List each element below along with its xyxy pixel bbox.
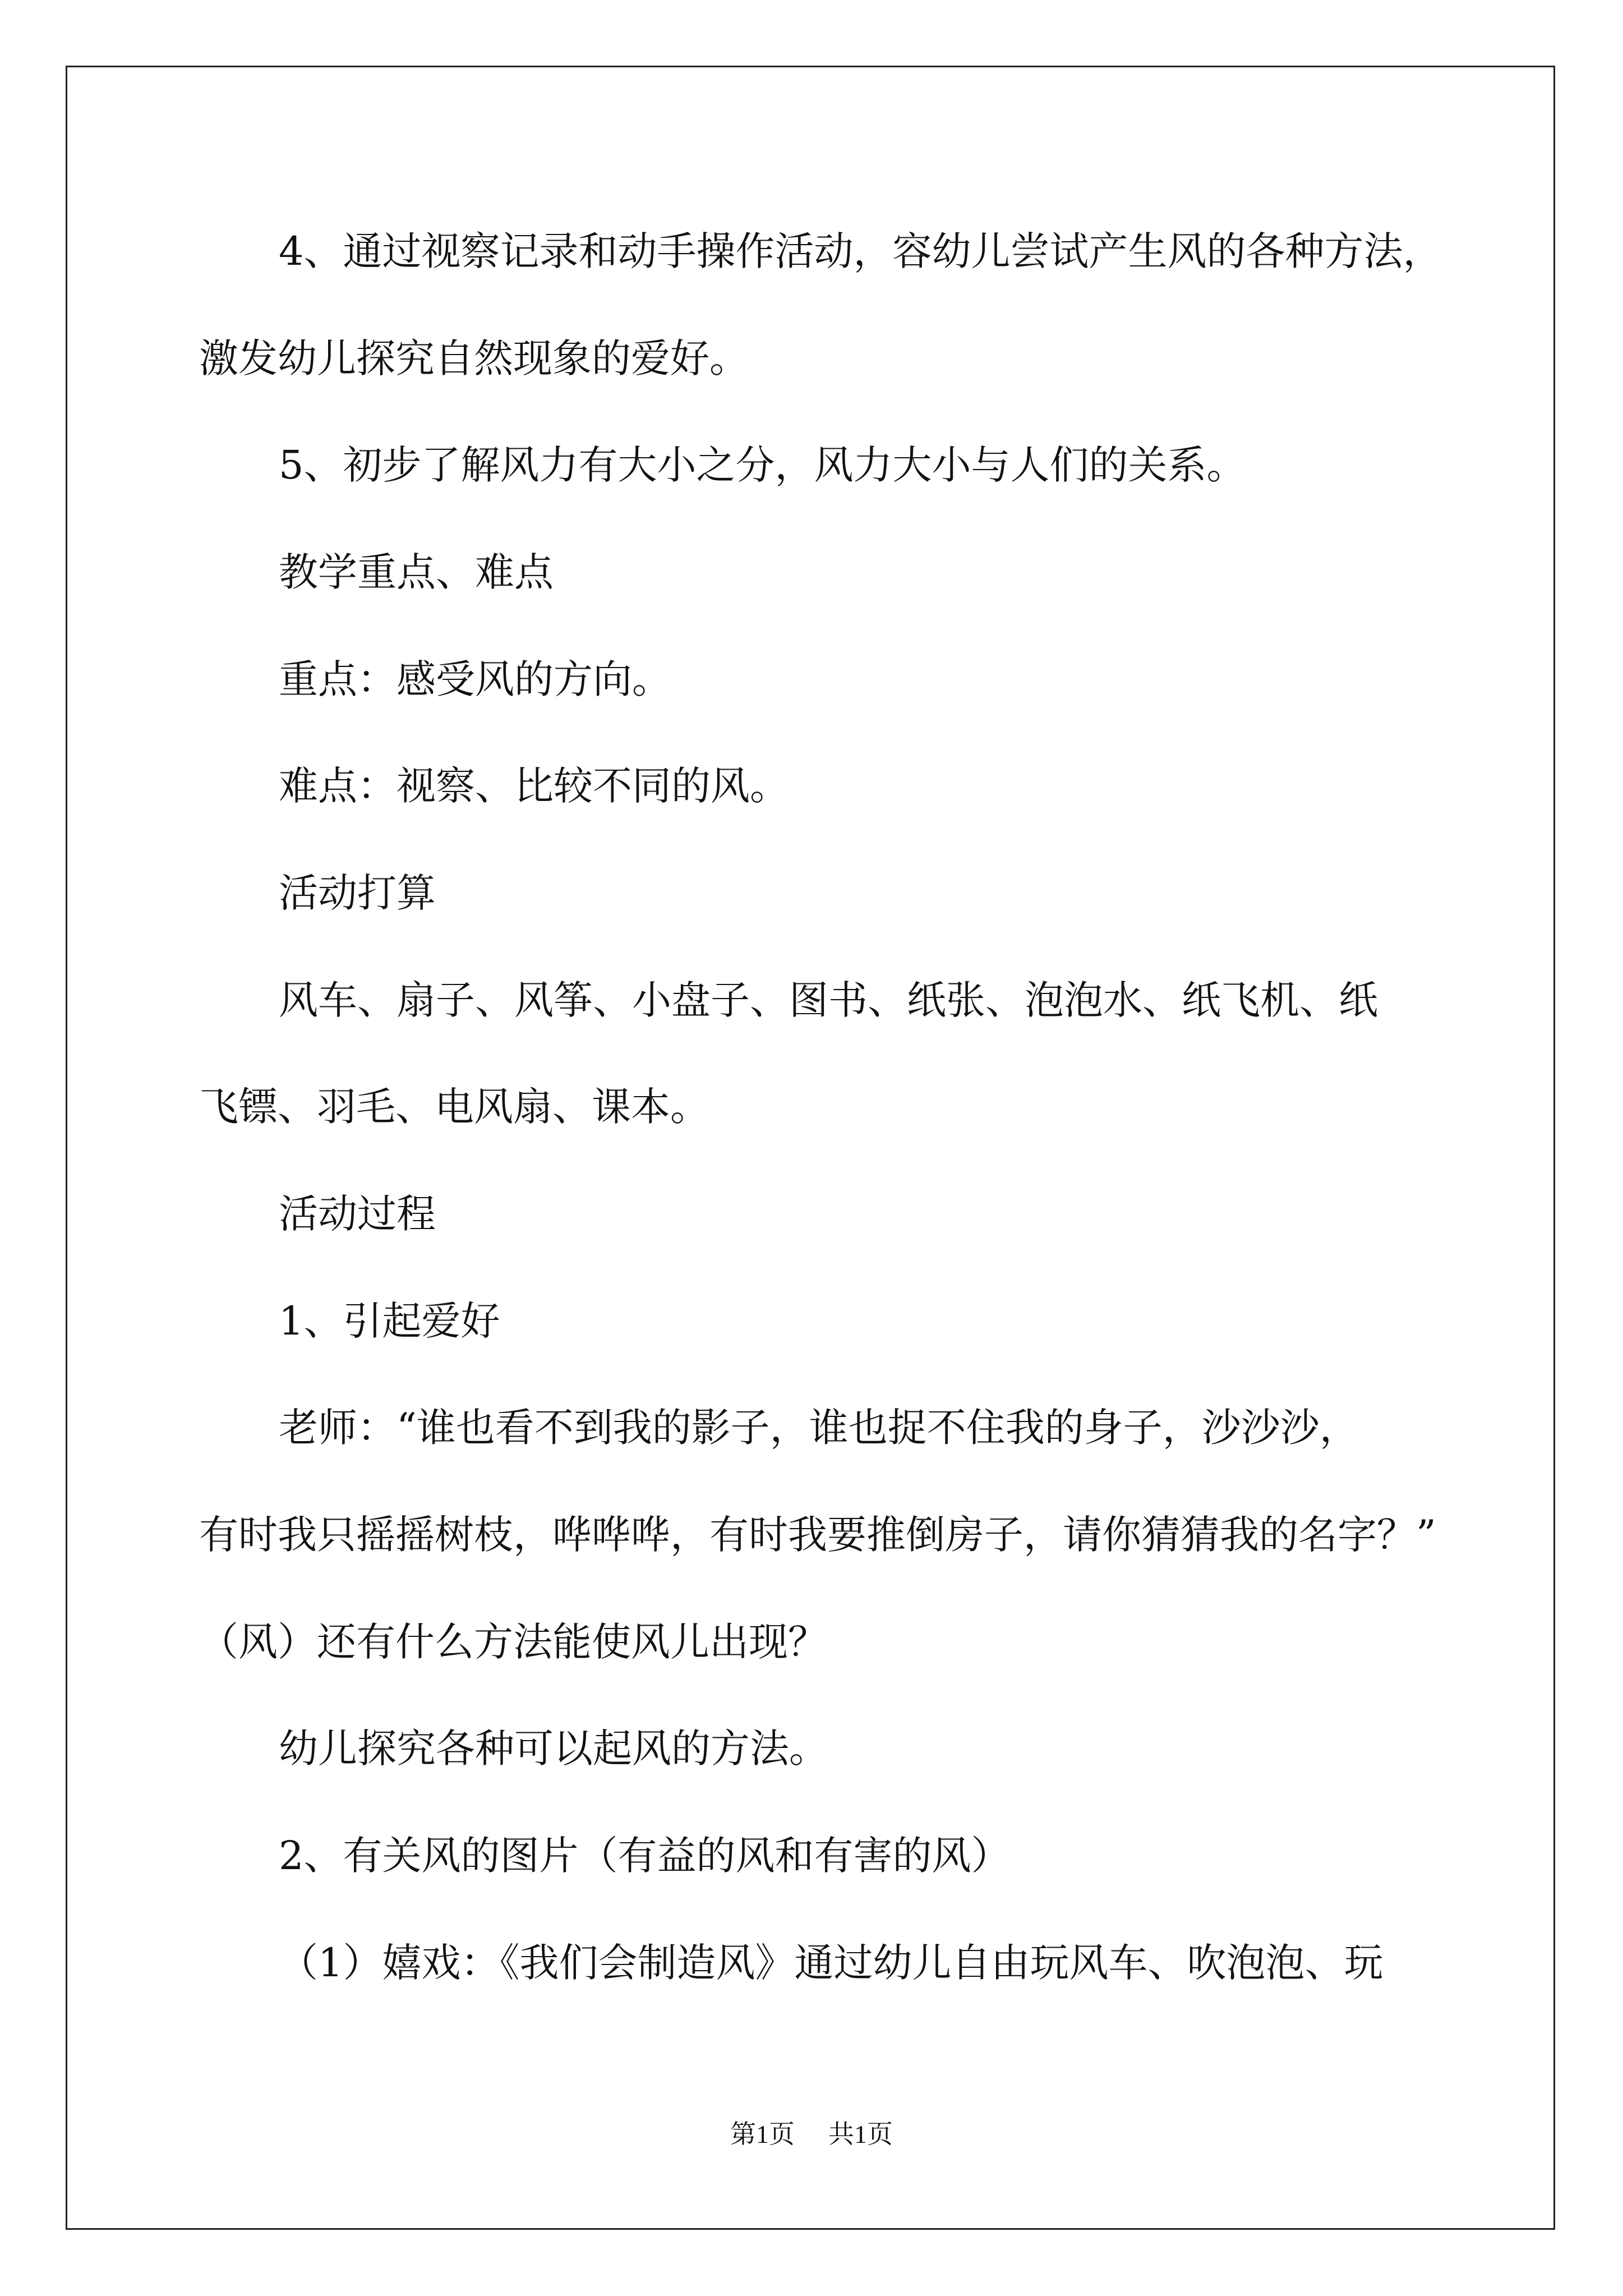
section-heading: 教学重点、难点 — [279, 549, 554, 595]
text-line: （风）还有什么方法能使风儿出现？ — [199, 1619, 827, 1665]
text-line: 风车、扇子、风筝、小盘子、图书、纸张、泡泡水、纸飞机、纸 — [279, 977, 1378, 1023]
text-line: 2、有关风的图片（有益的风和有害的风） — [279, 1833, 1011, 1879]
section-heading: 活动打算 — [279, 870, 436, 916]
section-heading: 活动过程 — [279, 1191, 436, 1237]
page-footer — [0, 2122, 1623, 2147]
text-line: 重点：感受风的方向。 — [279, 656, 671, 702]
text-line: 老师：“谁也看不到我的影子，谁也捉不住我的身子，沙沙沙， — [279, 1405, 1359, 1451]
text-line: 4、通过视察记录和动手操作活动，容幼儿尝试产生风的各种方法， — [279, 228, 1442, 274]
text-line: 难点：视察、比较不同的风。 — [279, 763, 789, 809]
text-line: 激发幼儿探究自然现象的爱好。 — [199, 335, 749, 381]
page-number: 第1页 — [730, 2120, 795, 2148]
text-line: （1）嬉戏：《我们会制造风》通过幼儿自由玩风车、吹泡泡、玩 — [279, 1940, 1384, 1986]
page-border — [66, 66, 1555, 2230]
text-line: 有时我只摇摇树枝，哗哗哗，有时我要推倒房子，请你猜猜我的名字？” — [199, 1512, 1436, 1558]
text-line: 5、初步了解风力有大小之分，风力大小与人们的关系。 — [279, 442, 1246, 488]
page-total: 共1页 — [828, 2120, 893, 2148]
text-line: 飞镖、羽毛、电风扇、课本。 — [199, 1084, 709, 1130]
text-line: 幼儿探究各种可以起风的方法。 — [279, 1726, 828, 1772]
text-line: 1、引起爱好 — [279, 1298, 500, 1344]
